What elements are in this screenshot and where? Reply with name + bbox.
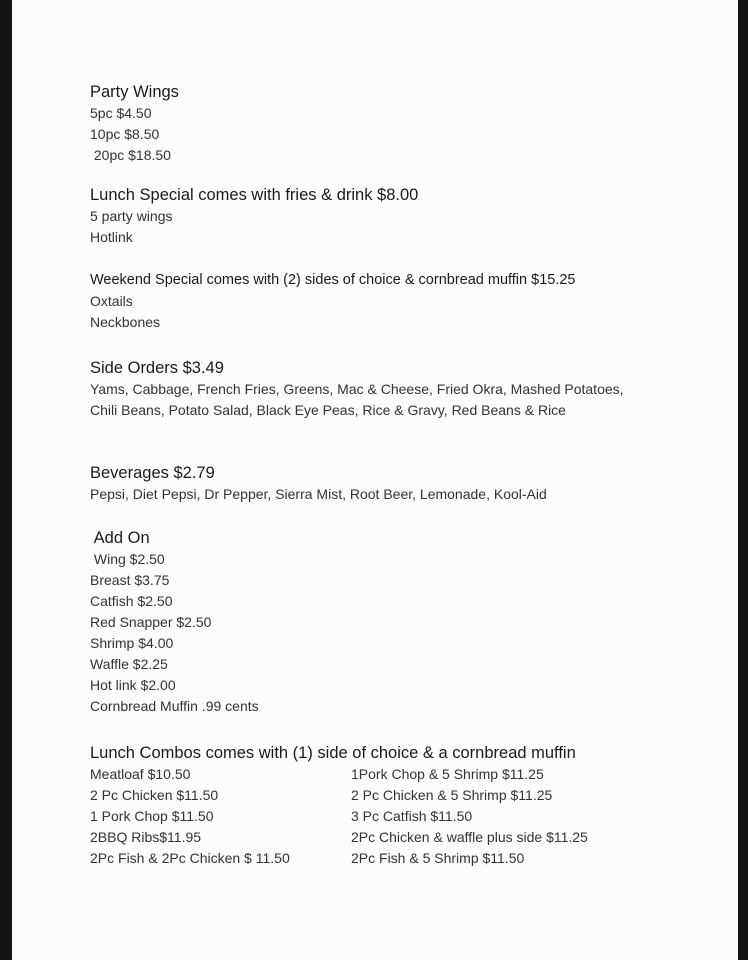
menu-item: Hotlink bbox=[90, 229, 133, 245]
combos-left-column bbox=[90, 764, 290, 869]
menu-item: Red Snapper $2.50 bbox=[90, 614, 212, 630]
menu-item: 1Pork Chop & 5 Shrimp $11.25 bbox=[351, 766, 544, 782]
menu-item: Cornbread Muffin .99 cents bbox=[90, 698, 259, 714]
lunch-special-section bbox=[90, 184, 418, 248]
menu-item: Oxtails bbox=[90, 293, 133, 309]
weekend-special-section bbox=[90, 269, 575, 333]
menu-item: Waffle $2.25 bbox=[90, 656, 168, 672]
weekend-special-heading: Weekend Special comes with (2) sides of choice & cornbread muffin $15.25 bbox=[90, 272, 576, 288]
menu-item: 2BBQ Ribs$11.95 bbox=[90, 829, 202, 845]
menu-item: Hot link $2.00 bbox=[90, 677, 176, 693]
side-orders-section bbox=[90, 357, 635, 421]
lunch-combos-heading: Lunch Combos comes with (1) side of choice & a cornbread muffin bbox=[90, 744, 576, 762]
party-wings-heading: Party Wings bbox=[90, 83, 179, 101]
side-orders-heading: Side Orders $3.49 bbox=[90, 359, 224, 377]
party-wings-section bbox=[90, 81, 179, 166]
beverages-section bbox=[90, 462, 547, 505]
add-on-heading: Add On bbox=[90, 529, 150, 547]
menu-item: 10pc $8.50 bbox=[90, 126, 160, 142]
menu-page bbox=[12, 0, 738, 960]
add-on-section bbox=[90, 527, 259, 717]
menu-item: 3 Pc Catfish $11.50 bbox=[351, 808, 473, 824]
menu-item: Neckbones bbox=[90, 314, 161, 330]
menu-item: 2Pc Chicken & waffle plus side $11.25 bbox=[351, 829, 588, 845]
menu-item: Catfish $2.50 bbox=[90, 593, 173, 609]
lunch-combos-section bbox=[90, 742, 588, 866]
menu-item: 20pc $18.50 bbox=[90, 147, 171, 163]
menu-item: Breast $3.75 bbox=[90, 572, 170, 588]
menu-item: 1 Pork Chop $11.50 bbox=[90, 808, 214, 824]
beverages-heading: Beverages $2.79 bbox=[90, 464, 215, 482]
combos-right-column bbox=[351, 764, 588, 869]
lunch-special-heading: Lunch Special comes with fries & drink $8.00 bbox=[90, 186, 419, 204]
menu-item: Meatloaf $10.50 bbox=[90, 766, 191, 782]
menu-item: Shrimp $4.00 bbox=[90, 635, 174, 651]
menu-item: 5 party wings bbox=[90, 208, 173, 224]
beverages-list: Pepsi, Diet Pepsi, Dr Pepper, Sierra Mist, Root Beer, Lemonade, Kool-Aid bbox=[90, 486, 547, 502]
menu-item: Wing $2.50 bbox=[90, 551, 165, 567]
menu-item: 2Pc Fish & 2Pc Chicken $ 11.50 bbox=[90, 850, 290, 866]
menu-item: 5pc $4.50 bbox=[90, 105, 152, 121]
menu-item: 2 Pc Chicken & 5 Shrimp $11.25 bbox=[351, 787, 553, 803]
menu-item: 2Pc Fish & 5 Shrimp $11.50 bbox=[351, 850, 525, 866]
menu-item: 2 Pc Chicken $11.50 bbox=[90, 787, 219, 803]
side-orders-list: Yams, Cabbage, French Fries, Greens, Mac & Cheese, Fried Okra, Mashed Potatoes, Chili Beans, Potato Salad, Black Eye Peas, Rice & Gravy, Red Beans & Rice bbox=[90, 381, 624, 418]
